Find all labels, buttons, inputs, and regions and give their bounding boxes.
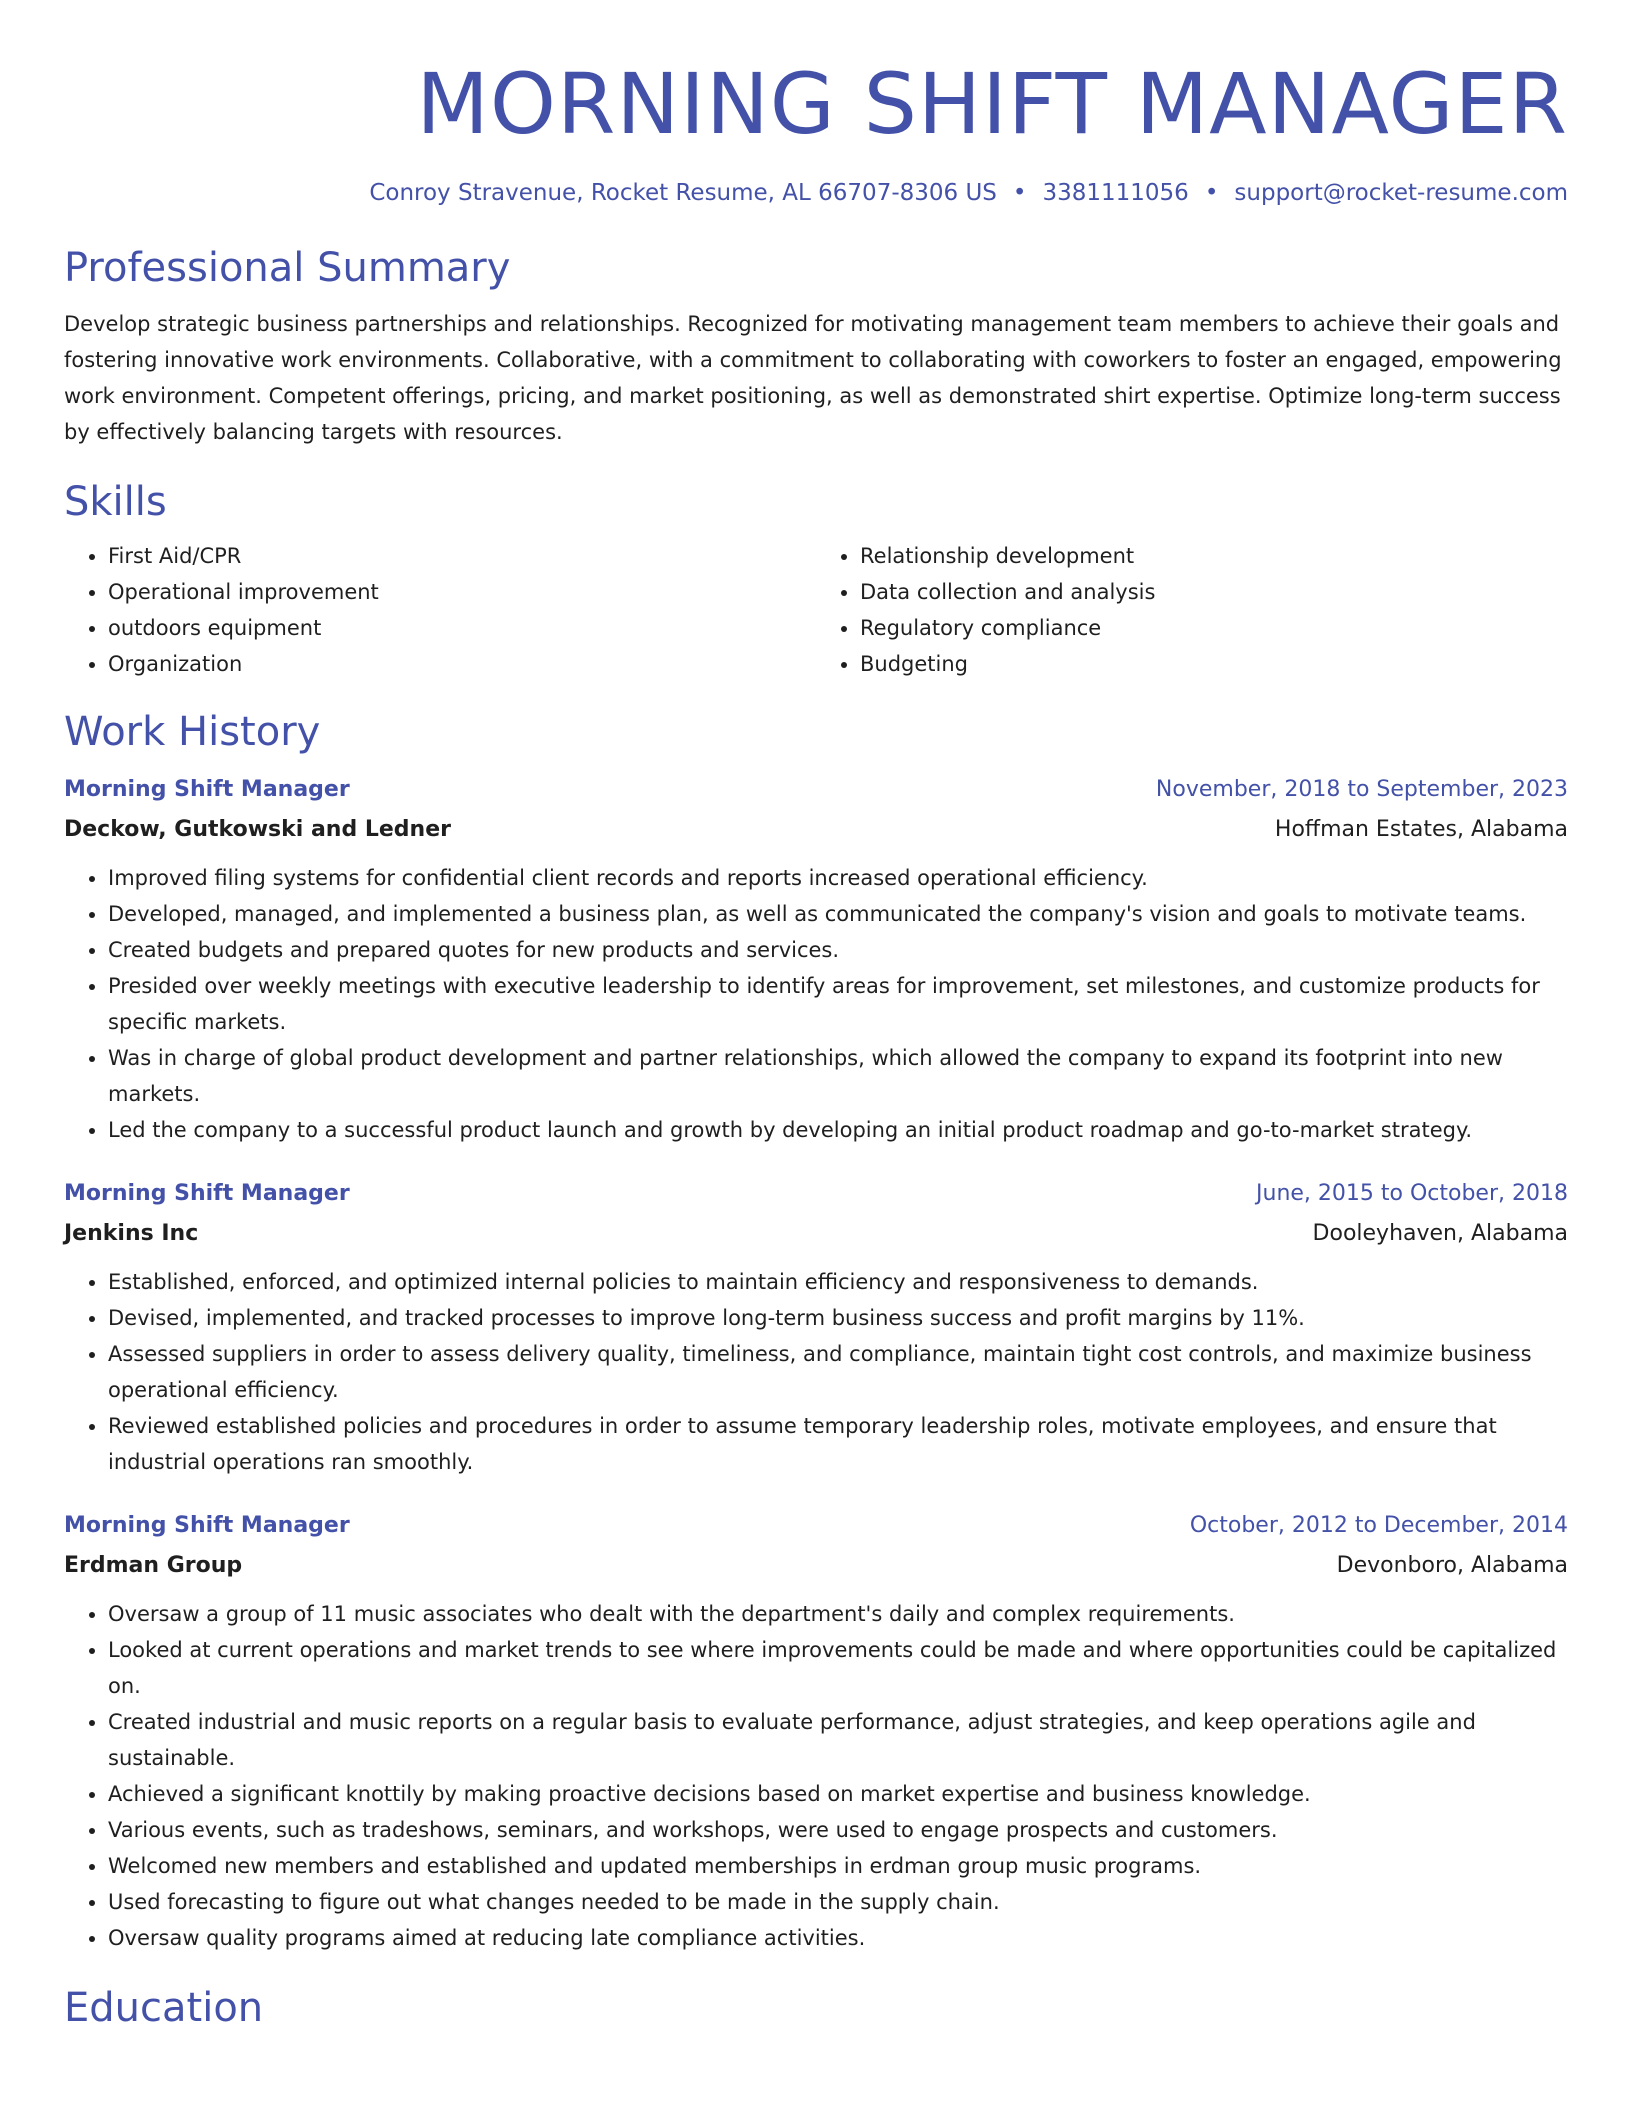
job-entry bbox=[64, 1178, 1568, 1480]
job-bullet: • Used forecasting to figure out what changes needed to be made in the supply chain. bbox=[108, 1884, 1568, 1920]
skill-item: • Organization bbox=[108, 646, 816, 682]
education-heading: Education bbox=[64, 1985, 264, 2031]
resume-page bbox=[64, 0, 1568, 2034]
job-bullets bbox=[64, 1264, 1568, 1480]
job-bullet: • Achieved a significant knottily by making proactive decisions based on market expertise and business knowledge. bbox=[108, 1776, 1568, 1812]
job-bullet: • Devised, implemented, and tracked processes to improve long-term business success and profit margins by 11%. bbox=[108, 1300, 1568, 1336]
skill-item: • Relationship development bbox=[860, 538, 1568, 574]
job-dates: June, 2015 to October, 2018 bbox=[1256, 1181, 1568, 1206]
skills-heading: Skills bbox=[64, 479, 167, 525]
job-company: Erdman Group bbox=[64, 1553, 243, 1578]
job-bullet: • Led the company to a successful product launch and growth by developing an initial product roadmap and go-to-market strategy. bbox=[108, 1112, 1568, 1148]
job-bullet: • Reviewed established policies and procedures in order to assume temporary leadership roles, motivate employees, and ensure that industrial operations ran smoothly. bbox=[108, 1408, 1568, 1480]
job-bullet: • Improved filing systems for confidential client records and reports increased operational efficiency. bbox=[108, 860, 1568, 896]
skill-item: • Regulatory compliance bbox=[860, 610, 1568, 646]
contact-email: support@rocket-resume.com bbox=[1234, 180, 1568, 206]
contact-line bbox=[64, 178, 1568, 208]
job-bullet: • Created industrial and music reports on a regular basis to evaluate performance, adjust strategies, and keep operations agile and sustainable. bbox=[108, 1704, 1568, 1776]
job-location: Devonboro, Alabama bbox=[1336, 1553, 1568, 1578]
job-location: Dooleyhaven, Alabama bbox=[1312, 1221, 1568, 1246]
job-bullet: • Looked at current operations and market trends to see where improvements could be made and where opportunities could be capitalized on. bbox=[108, 1632, 1568, 1704]
job-entry bbox=[64, 774, 1568, 1148]
job-bullet: • Oversaw a group of 11 music associates who dealt with the department's daily and complex requirements. bbox=[108, 1596, 1568, 1632]
skills-column-right bbox=[816, 538, 1568, 682]
job-title: Morning Shift Manager bbox=[64, 777, 350, 802]
skill-item: • Operational improvement bbox=[108, 574, 816, 610]
job-location: Hoffman Estates, Alabama bbox=[1274, 817, 1568, 842]
job-title: Morning Shift Manager bbox=[64, 1513, 350, 1538]
resume-name: MORNING SHIFT MANAGER bbox=[416, 55, 1568, 153]
summary-text: Develop strategic business partnerships and relationships. Recognized for motivating management team members to achieve their goals and fostering innovative work environments. Collaborative, with a commitment to collaborating with coworkers to foster an engaged, empowering work environment. Competent offerings, pricing, and market positioning, as well as demonstrated shirt expertise. Optimize long-term success by effectively balancing targets with resources. bbox=[64, 312, 1562, 444]
contact-phone: 3381111056 bbox=[1042, 180, 1189, 206]
skills-list bbox=[64, 538, 1568, 682]
job-dates: October, 2012 to December, 2014 bbox=[1189, 1513, 1568, 1538]
job-bullets bbox=[64, 860, 1568, 1148]
contact-separator: • bbox=[1204, 180, 1219, 206]
job-company: Deckow, Gutkowski and Ledner bbox=[64, 817, 451, 842]
skill-item: • First Aid/CPR bbox=[108, 538, 816, 574]
job-bullet: • Created budgets and prepared quotes for new products and services. bbox=[108, 932, 1568, 968]
work-history-heading: Work History bbox=[64, 709, 321, 755]
job-bullet: • Established, enforced, and optimized internal policies to maintain efficiency and responsiveness to demands. bbox=[108, 1264, 1568, 1300]
job-bullet: • Was in charge of global product development and partner relationships, which allowed the company to expand its footprint into new markets. bbox=[108, 1040, 1568, 1112]
job-bullet: • Various events, such as tradeshows, seminars, and workshops, were used to engage prospects and customers. bbox=[108, 1812, 1568, 1848]
job-bullet: • Developed, managed, and implemented a business plan, as well as communicated the company's vision and goals to motivate teams. bbox=[108, 896, 1568, 932]
job-bullet: • Presided over weekly meetings with executive leadership to identify areas for improvement, set milestones, and customize products for specific markets. bbox=[108, 968, 1568, 1040]
job-bullet: • Welcomed new members and established and updated memberships in erdman group music programs. bbox=[108, 1848, 1568, 1884]
contact-separator: • bbox=[1012, 180, 1027, 206]
skills-column-left bbox=[64, 538, 816, 682]
job-dates: November, 2018 to September, 2023 bbox=[1155, 777, 1568, 802]
job-bullets bbox=[64, 1596, 1568, 1956]
skill-item: • outdoors equipment bbox=[108, 610, 816, 646]
job-bullet: • Assessed suppliers in order to assess delivery quality, timeliness, and compliance, maintain tight cost controls, and maximize business operational efficiency. bbox=[108, 1336, 1568, 1408]
job-company: Jenkins Inc bbox=[64, 1221, 199, 1246]
skill-item: • Data collection and analysis bbox=[860, 574, 1568, 610]
summary-heading: Professional Summary bbox=[64, 245, 511, 291]
skill-item: • Budgeting bbox=[860, 646, 1568, 682]
contact-address: Conroy Stravenue, Rocket Resume, AL 66707-8306 US bbox=[369, 180, 997, 206]
job-entry bbox=[64, 1510, 1568, 1956]
job-bullet: • Oversaw quality programs aimed at reducing late compliance activities. bbox=[108, 1920, 1568, 1956]
job-title: Morning Shift Manager bbox=[64, 1181, 350, 1206]
